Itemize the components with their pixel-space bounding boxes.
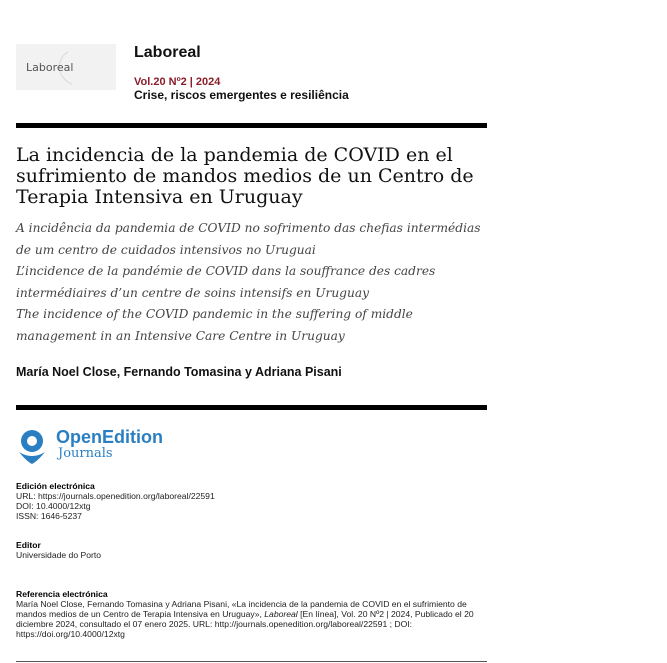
reference-text-before: María Noel Close, Fernando Tomasina y Adriana Pisani, «La incidencia de la pandemia de COVID en el sufrimiento de mandos medios de un Centro de Terapia Intensiva en Uruguay», (16, 599, 467, 619)
issue-theme: Crise, riscos emergentes e resiliência (134, 88, 349, 102)
divider-top (16, 123, 487, 128)
editor-block (16, 540, 496, 560)
article-title: La incidencia de la pandemia de COVID en el sufrimiento de mandos medios de un Centro de Terapia Intensiva en Uruguay (16, 144, 474, 208)
edition-doi[interactable]: DOI: 10.4000/12xtg (16, 501, 91, 511)
journal-logo (16, 44, 116, 90)
alt-title-en: The incidence of the COVID pandemic in the suffering of middle management in an Intensive Care Centre in Uruguay (16, 307, 413, 343)
edition-url[interactable]: URL: https://journals.openedition.org/laboreal/22591 (16, 491, 215, 501)
logo-text: Laboreal (26, 61, 74, 74)
openedition-logo-icon (16, 428, 52, 466)
divider-bottom (16, 661, 487, 662)
divider-middle (16, 405, 487, 410)
volume-info: Vol.20 Nº2 | 2024 (134, 76, 221, 88)
openedition-sub: Journals (58, 446, 113, 461)
reference-journal: Laboreal (264, 609, 298, 619)
reference-block (16, 589, 496, 639)
alt-title-pt: A incidência da pandemia de COVID no sofrimento das chefias intermédias de um centro de cuidados intensivos no Uruguai (16, 221, 481, 257)
journal-name: Laboreal (134, 44, 201, 61)
alt-title-fr: L’incidence de la pandémie de COVID dans la souffrance des cadres intermédiaires d’un centre de soins intensifs en Uruguay (16, 264, 436, 300)
reference-text (16, 599, 496, 639)
edition-issn: ISSN: 1646-5237 (16, 511, 82, 521)
edition-label: Edición electrónica (16, 481, 95, 491)
editor-label: Editor (16, 540, 41, 550)
editor-value: Universidade do Porto (16, 550, 102, 560)
alternate-titles (16, 218, 486, 347)
openedition-brand: OpenEdition (56, 427, 163, 447)
edition-block (16, 481, 496, 521)
reference-text-after[interactable]: [En línea], Vol. 20 Nº2 | 2024, Publicado el 20 diciembre 2024, consultado el 07 enero 2025. URL: http://journals.openedition.org/laboreal/22591 ; DOI: https://doi.org/10.4000/12xtg (16, 609, 474, 639)
reference-label: Referencia electrónica (16, 589, 108, 599)
article-authors: María Noel Close, Fernando Tomasina y Adriana Pisani (16, 365, 342, 379)
